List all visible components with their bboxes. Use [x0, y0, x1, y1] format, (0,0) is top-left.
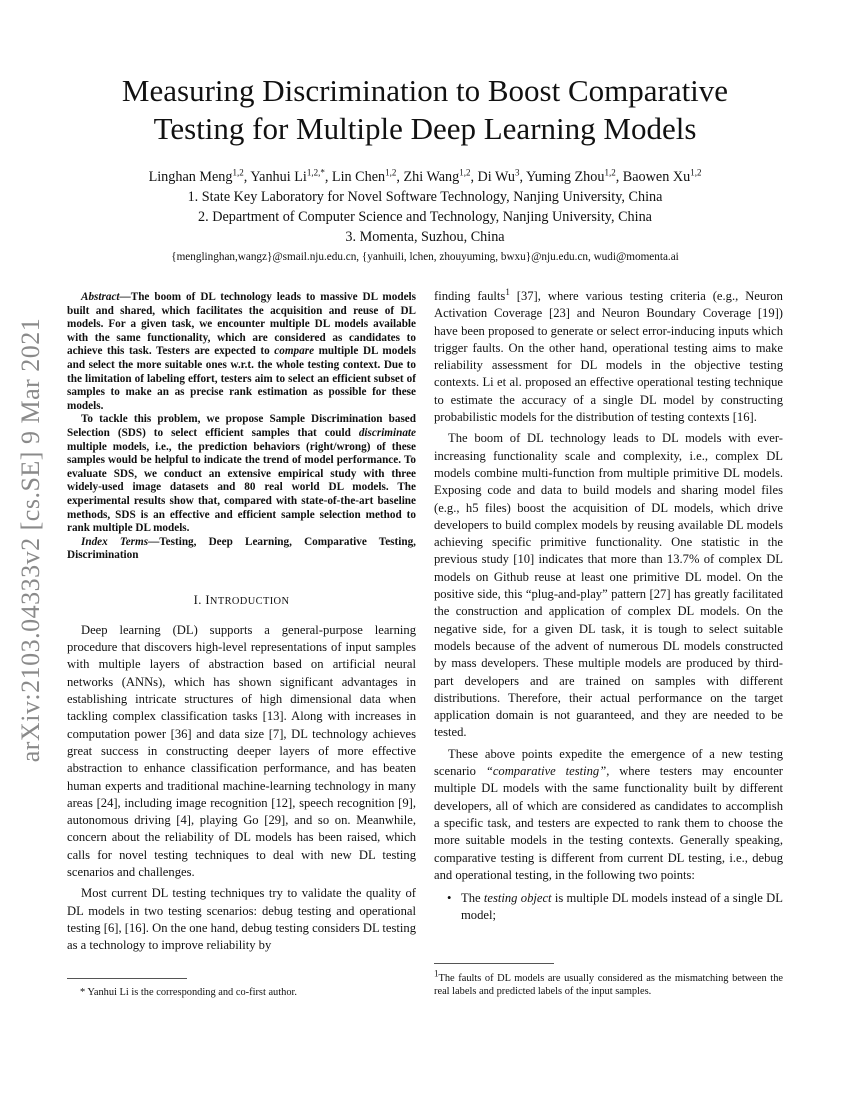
arxiv-identifier: [13, 300, 49, 780]
paper-title-line-1: Measuring Discrimination to Boost Comparative: [121, 73, 729, 108]
introduction-text-left: [67, 622, 416, 955]
footnote-rule-left: [67, 978, 187, 979]
intro-paragraph-5: These above points expedite the emergence of a new testing scenario “comparative testing”, where testers may encounter multiple DL models with the same functionality built by different developers, all of which are considered as candidates to accomplish a specific task, and testers are expected to rank them to choose the more suitable models in the testing contexts. Generally speaking, comparative testing is different from current DL testing, i.e., debug and operational testing, in the following two points:: [434, 746, 783, 882]
footnote-faults: $^1$The faults of DL models are usually considered as the mismatching between the real labels and predicted labels of the input samples.: [434, 968, 783, 997]
footnote-rule-right: [434, 963, 554, 964]
section-numeral: I.: [193, 592, 206, 607]
index-terms: Index Terms—Testing, Deep Learning, Comparative Testing, Discrimination: [67, 535, 416, 562]
bullet-icon: •: [447, 891, 452, 906]
abstract-paragraph-2: To tackle this problem, we propose Sample Discrimination based Selection (SDS) to select efficient samples that could discriminate multiple models, i.e., the prediction behaviors (right/wrong) of these samples would be helpful to indicate the trend of model performance. To evaluate SDS, we conduct an extensive empirical study with three widely-used image datasets and 80 real world DL models. The experimental results show that, compared with state-of-the-art baseline methods, SDS is an effective and efficient sample selection method to rank multiple DL models.: [67, 413, 416, 535]
arxiv-identifier-text: arXiv:2103.04333v2 [cs.SE] 9 Mar 2021: [16, 317, 45, 763]
intro-paragraph-4: The boom of DL technology leads to DL models with ever-increasing functionality scale and complexity, i.e., complex DL models combine multi-function from multiple primitive DL models. Exposing code and data to build models and sharing model files (e.g., h5 files) boost the acquisition of DL models, which drive developers to build complex models by reusing available DL models achieving specific primitive functionality. One statistic in the previous study [10] indicates that more than 13.7% of complex DL models on Github reuse at least one primitive DL model. On the positive side, this “plug-and-play” pattern [27] has greatly facilitated the construction and application of complex DL models. On the negative side, for a given DL task, it is tough to select suitable models because of the advent of numerous DL models constructed by mass developers. These multiple models are produced by third-part developers and are trained on samples with different distributions. Therefore, their actual performance on the target application domain is not guaranteed, and they are needed to be tested.: [434, 431, 783, 740]
author-block: [60, 167, 790, 267]
intro-paragraph-2: Most current DL testing techniques try to validate the quality of DL models in two testing scenarios: debug testing and operational testing [6], [16]. On the one hand, debug testing considers DL testing as a technology to improve reliability by: [67, 886, 416, 953]
affiliation-3: 3. Momenta, Suzhou, China: [345, 229, 505, 245]
author-names: Linghan Meng$^{1,2}$, Yanhui $Li^{1,2,*}$, Lin Chen$^{1,2}$, Zhi Wang$^{1,2}$, Di Wu$^3$, Yuming Zhou$^{1,2}$, Baowen Xu$^{1,2}$: [148, 167, 702, 185]
paper-title: [60, 72, 790, 148]
paper-title-line-2: Testing for Multiple Deep Learning Models: [153, 111, 697, 146]
section-title-initial: I: [205, 592, 210, 607]
affiliation-1: 1. State Key Laboratory for Novel Software Technology, Nanjing University, China: [187, 189, 663, 205]
author-emails: {menglinghan,wangz}@smail.nju.edu.cn, {yanhuili, lchen, zhouyuming, bwxu}@nju.edu.cn, wudi@momenta.ai: [171, 251, 679, 263]
bullet-item-1: [434, 890, 783, 925]
right-column: [434, 288, 783, 925]
section-title-rest: NTRODUCTION: [209, 595, 290, 607]
intro-paragraph-3: finding faults$^1$ [37], where various testing criteria (e.g., Neuron Activation Coverage [23] and Neuron Boundary Coverage [19]) have been proposed to generate or select error-inducing inputs which trigger faults. On the other hand, operational testing aims to make reliability assessment for DL models in the objective testing contexts. Li et al. proposed an effective operational testing technique to estimate the accuracy of a single DL model by constructing probabilistic models for the distribution of testing contexts [16].: [434, 286, 783, 425]
introduction-text-right: [434, 288, 783, 884]
affiliation-2: 2. Department of Computer Science and Technology, Nanjing University, China: [198, 209, 652, 225]
intro-paragraph-1: Deep learning (DL) supports a general-purpose learning procedure that discovers high-level representations of input samples with multiple layers of abstraction based on artificial neural networks (ANNs), which has shown significant advantages in establishing intricate structures of high dimensional data when tackling complex classification tasks [13]. Along with increases in computation power [36] and data size [7], DL technology achieves great success in constructing deeper layers of more effective abstraction to enhance classification performance, and has beaten human experts and traditional machine-learning technology in many areas [24], including image recognition [12], speech recognition [9], autonomous driving [4], playing Go [29], and so on. Meanwhile, concern about the reliability of DL models has been raised, which calls for novel testing techniques to deal with new DL testing scenarios and challenges.: [67, 622, 416, 880]
section-heading-introduction: [67, 593, 416, 608]
bullet-item-1-text: The testing object is multiple DL models instead of a single DL model;: [461, 891, 783, 923]
abstract: [67, 291, 416, 563]
footnote-corresponding-author: * Yanhui Li is the corresponding and co-first author.: [80, 987, 298, 998]
left-column: [67, 291, 416, 955]
abstract-paragraph-1: Abstract—The boom of DL technology leads to massive DL models built and shared, which facilitates the acquisition and reuse of DL models. For a given task, we encounter multiple DL models available with the same functionality, which are considered as candidates to achieve this task. Testers are expected to compare multiple DL models and select the more suitable ones w.r.t. the whole testing context. Due to the limitation of labeling effort, testers aim to select an efficient subset of samples to make an as precise rank estimation as possible for these models.: [67, 291, 416, 412]
